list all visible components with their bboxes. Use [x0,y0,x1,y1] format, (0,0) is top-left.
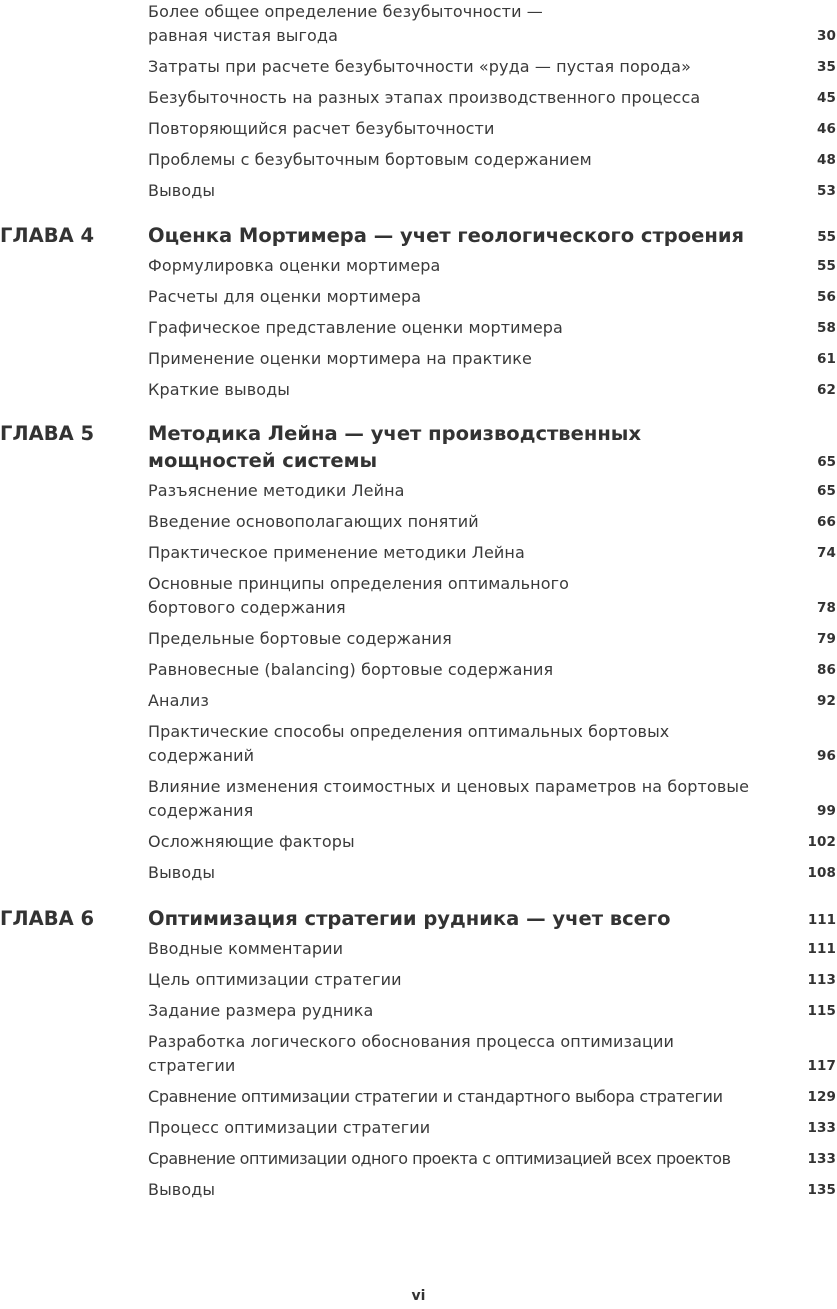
entry-title: Задание размера рудника [148,1001,374,1020]
toc-entry[interactable] [0,861,837,885]
entry-page: 86 [817,662,836,678]
entry-page: 56 [817,289,836,305]
toc-entry[interactable] [0,347,837,371]
chapter-page: 55 [817,229,836,245]
entry-page: 113 [807,972,836,988]
entry-title: Более общее определение безубыточности — равная чистая выгода [148,2,543,45]
chapter-4-section [0,222,837,402]
entry-title: Сравнение оптимизации одного проекта с оптимизацией всех проектов [148,1149,731,1168]
entry-title: Практические способы определения оптимальных бортовых содержаний [148,722,670,765]
entry-page: 66 [817,514,836,530]
entry-title: Проблемы с безубыточным бортовым содержанием [148,150,592,169]
entry-page: 79 [817,631,836,647]
entry-title: Разработка логического обоснования процесса оптимизации стратегии [148,1032,674,1075]
entry-title: Формулировка оценки мортимера [148,256,441,275]
entry-title: Процесс оптимизации стратегии [148,1118,431,1137]
entry-page: 102 [807,834,836,850]
toc-entry[interactable] [0,0,837,48]
toc-entry[interactable] [0,316,837,340]
entry-page: 61 [817,351,836,367]
chapter-label: ГЛАВА 6 [0,907,95,930]
toc-entry[interactable] [0,627,837,651]
entry-title: Вводные комментарии [148,939,344,958]
toc-entry[interactable] [0,510,837,534]
entry-page: 133 [807,1120,836,1136]
entry-title: Равновесные (balancing) бортовые содержания [148,660,554,679]
chapter-label: ГЛАВА 5 [0,422,95,445]
toc-entry[interactable] [0,937,837,961]
entry-page: 55 [817,258,836,274]
entry-page: 62 [817,382,836,398]
entry-title: Краткие выводы [148,380,291,399]
entry-page: 78 [817,600,836,616]
chapter-title: Оптимизация стратегии рудника — учет всего [148,907,671,930]
entry-title: Выводы [148,181,216,200]
toc-entry[interactable] [0,254,837,278]
entry-title: Выводы [148,863,216,882]
toc-entry[interactable] [0,55,837,79]
entry-page: 99 [817,803,836,819]
chapter-5-section [0,420,837,885]
entry-page: 53 [817,183,836,199]
entry-title: Применение оценки мортимера на практике [148,349,532,368]
entry-title: Осложняющие факторы [148,832,355,851]
chapter-label: ГЛАВА 4 [0,224,95,247]
toc-entry[interactable] [0,720,837,768]
chapter-heading[interactable] [0,222,837,249]
toc-entry[interactable] [0,86,837,110]
entry-title: Практическое применение методики Лейна [148,543,525,562]
entry-page: 96 [817,748,836,764]
entry-page: 115 [807,1003,836,1019]
entry-page: 117 [807,1058,836,1074]
entry-title: Повторяющийся расчет безубыточности [148,119,495,138]
entry-title: Цель оптимизации стратегии [148,970,402,989]
toc-entry[interactable] [0,830,837,854]
toc-entry[interactable] [0,378,837,402]
entry-title: Влияние изменения стоимостных и ценовых параметров на бортовые содержания [148,777,750,820]
entry-title: Сравнение оптимизации стратегии и стандартного выбора стратегии [148,1087,723,1106]
chapter-page: 65 [817,454,836,470]
entry-page: 74 [817,545,836,561]
toc-entry[interactable] [0,285,837,309]
chapter-heading[interactable] [0,420,837,474]
entry-title: Анализ [148,691,209,710]
entry-title: Расчеты для оценки мортимера [148,287,422,306]
chapter-title: Оценка Мортимера — учет геологического строения [148,224,745,247]
toc-entry[interactable] [0,1147,837,1171]
entry-page: 135 [807,1182,836,1198]
entry-title: Затраты при расчете безубыточности «руда — пустая порода» [148,57,691,76]
entry-title: Введение основополагающих понятий [148,512,479,531]
page-number: vi [411,1288,426,1304]
entry-title: Основные принципы определения оптимального бортового содержания [148,574,569,617]
toc-entry[interactable] [0,999,837,1023]
chapter-heading[interactable] [0,905,837,932]
chapter-6-section [0,905,837,1202]
entry-page: 30 [817,28,836,44]
entry-page: 45 [817,90,836,106]
entry-page: 46 [817,121,836,137]
toc-entry[interactable] [0,572,837,620]
toc-entry[interactable] [0,117,837,141]
entry-page: 111 [807,941,836,957]
entry-title: Графическое представление оценки мортимера [148,318,563,337]
toc-entry[interactable] [0,179,837,203]
toc-entry[interactable] [0,689,837,713]
chapter-title: Методика Лейна — учет производственных мощностей системы [148,422,642,472]
entry-page: 35 [817,59,836,75]
toc-entry[interactable] [0,1085,837,1109]
entry-title: Безубыточность на разных этапах производственного процесса [148,88,701,107]
toc-entry[interactable] [0,1178,837,1202]
toc-entry[interactable] [0,775,837,823]
entry-page: 133 [807,1151,836,1167]
toc-entry[interactable] [0,968,837,992]
entry-title: Выводы [148,1180,216,1199]
entry-page: 92 [817,693,836,709]
toc-entry[interactable] [0,148,837,172]
entry-page: 108 [807,865,836,881]
toc-entry[interactable] [0,1116,837,1140]
entry-page: 48 [817,152,836,168]
toc-entry[interactable] [0,658,837,682]
entry-page: 58 [817,320,836,336]
continued-section [0,0,837,203]
toc-entry[interactable] [0,541,837,565]
entry-page: 65 [817,483,836,499]
entry-page: 129 [807,1089,836,1105]
entry-title: Разъяснение методики Лейна [148,481,405,500]
toc-entry[interactable] [0,479,837,503]
toc-entry[interactable] [0,1030,837,1078]
chapter-page: 111 [807,912,836,928]
entry-title: Предельные бортовые содержания [148,629,452,648]
